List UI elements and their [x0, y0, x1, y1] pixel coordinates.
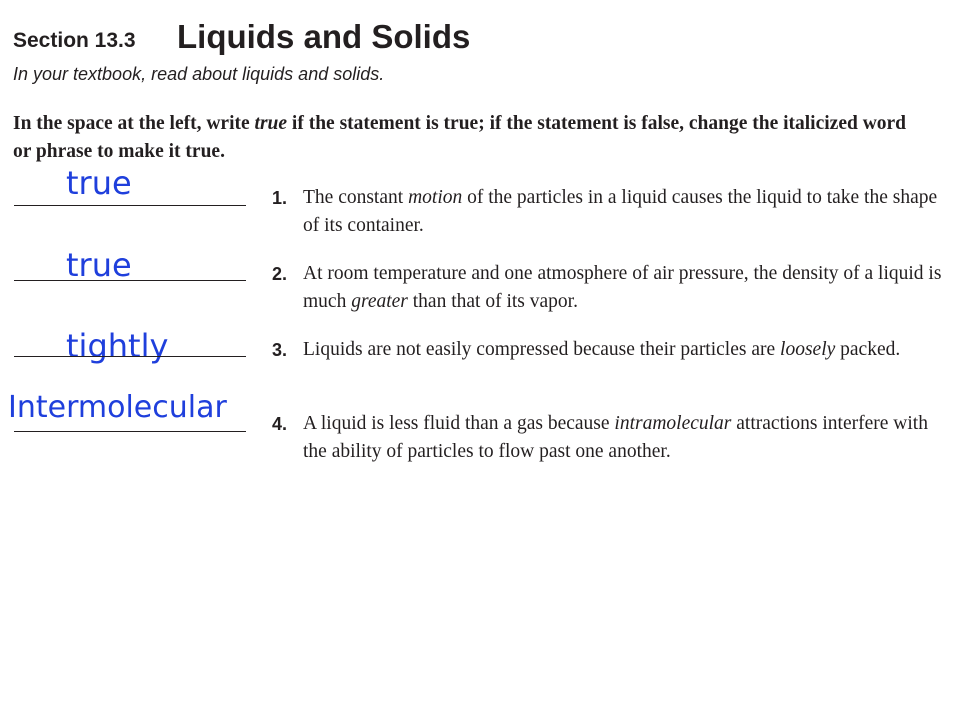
directions-part-1: In the space at the left, write	[13, 113, 255, 134]
answer-1[interactable]: true	[66, 164, 132, 202]
answer-line-2	[14, 280, 246, 281]
question-4-number: 4.	[272, 414, 288, 434]
answer-line-3	[14, 356, 246, 357]
section-number: Section 13.3	[13, 29, 136, 52]
answer-4[interactable]: Intermolecular	[8, 390, 227, 425]
question-3-text	[303, 336, 953, 364]
reading-instruction: In your textbook, read about liquids and solids.	[13, 64, 385, 84]
question-2-number: 2.	[272, 264, 288, 284]
directions-italic-true: true	[254, 113, 288, 134]
answer-3[interactable]: tightly	[66, 327, 169, 365]
question-1-text	[303, 184, 953, 240]
directions	[13, 110, 913, 166]
question-3-text-after: packed.	[835, 339, 901, 360]
answer-line-4	[14, 431, 246, 432]
question-3-italic-term: loosely	[780, 339, 836, 360]
answer-line-1	[14, 205, 246, 206]
question-2-text-before: At room temperature and one atmosphere of air pressure, the density of a liquid is much	[303, 263, 942, 312]
question-1-text-after: of the particles in a liquid causes the liquid to take the shape of its container.	[303, 187, 938, 236]
section-title: Liquids and Solids	[177, 18, 471, 55]
answer-2[interactable]: true	[66, 246, 132, 284]
question-3-number: 3.	[272, 340, 288, 360]
question-4-text-before: A liquid is less fluid than a gas because	[303, 413, 615, 434]
question-1-text-before: The constant	[303, 187, 409, 208]
question-3-text-before: Liquids are not easily compressed because their particles are	[303, 339, 781, 360]
directions-part-2: if the statement is true; if the statement is false, change the italicized word or phrase to make it true.	[13, 113, 907, 162]
question-1-number: 1.	[272, 188, 288, 208]
question-4-italic-term: intramolecular	[614, 413, 732, 434]
question-2-italic-term: greater	[351, 291, 408, 312]
question-4-text	[303, 410, 953, 466]
question-4-text-after: attractions interfere with the ability of particles to flow past one another.	[303, 413, 928, 462]
question-1-italic-term: motion	[408, 187, 463, 208]
question-2-text-after: than that of its vapor.	[407, 291, 578, 312]
question-2-text	[303, 260, 953, 316]
